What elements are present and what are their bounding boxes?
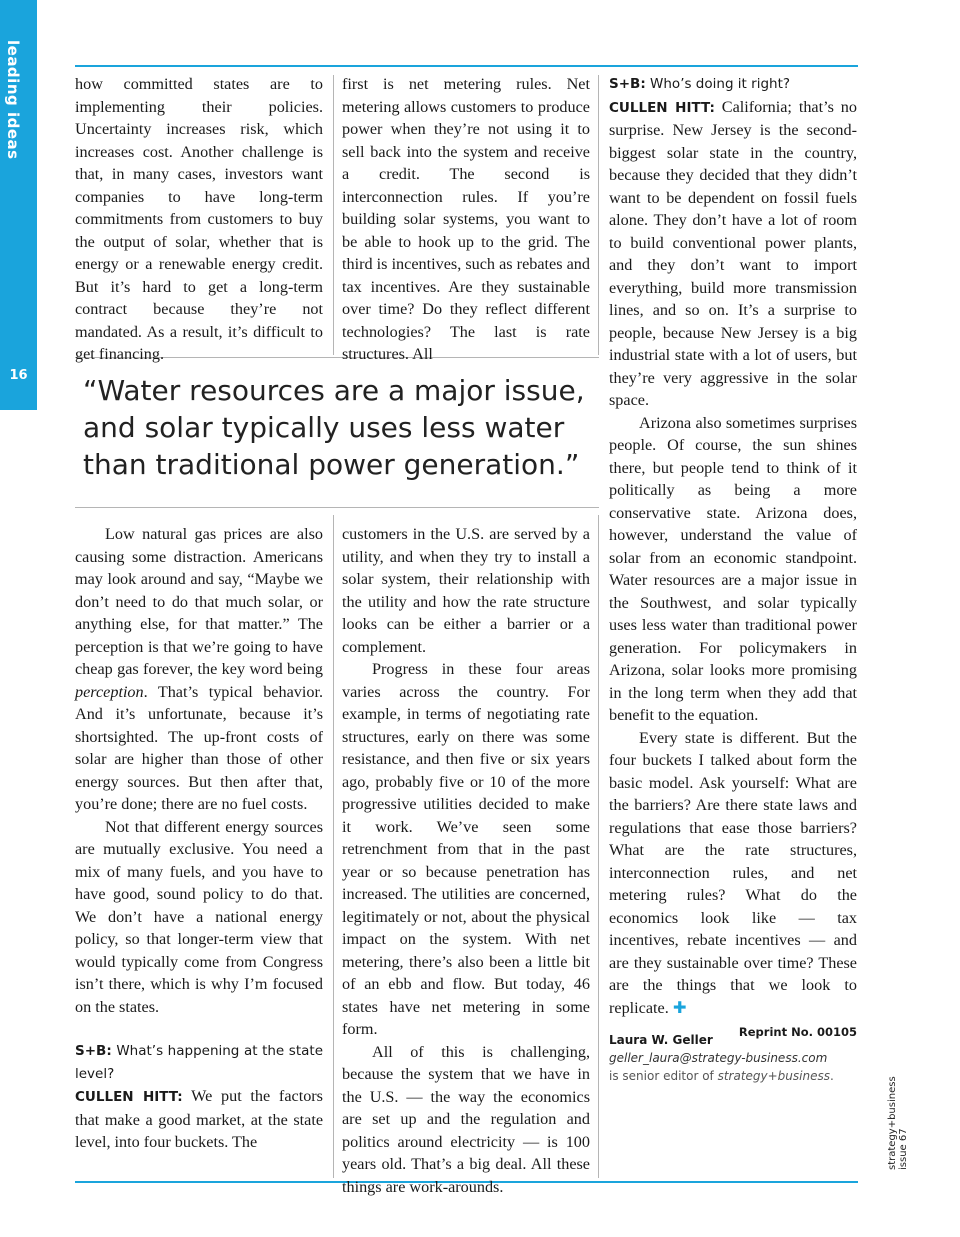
section-label: leading ideas [4, 40, 22, 160]
author-role: is senior editor of strategy+business. [609, 1069, 834, 1083]
pull-quote: “Water resources are a major issue, and solar typically uses less water than traditional power generation.” [83, 374, 585, 481]
column-divider-top-2 [598, 75, 599, 355]
top-rule [75, 65, 858, 67]
paragraph: Every state is different. But the four buckets I talked about form the basic model. Ask yourself: What are the barriers? Are there state laws and regulations that ease those barriers? What are the rate structures, interconnection rules, and net metering rules? What do the economics look like — tax incentives, rebate incentives — and are they sustainable over time? These are the things that we look to replicate. ✚ [609, 728, 857, 1017]
end-mark-icon: ✚ [672, 997, 687, 1017]
paragraph: Not that different energy sources are mutually exclusive. You need a mix of many fuels, and you have to have good, sound policy to do that. We don’t have a national energy policy, so that longer-term view that would typically come from Congress isn’t there, which is why I’m focused on the states. [75, 817, 323, 1016]
column-2-bottom [342, 523, 590, 1198]
answer: CULLEN HITT: We put the factors that make a good market, at the state level, into four buckets. The [75, 1087, 323, 1151]
column-3 [609, 73, 857, 1039]
paragraph: All of this is challenging, because the system that we have in the U.S. — the way the economics are set up and the regulation and politics around electricity — is 100 years old. That’s a big deal. All these things are work-arounds. [342, 1042, 590, 1196]
author-byline [609, 1031, 869, 1085]
column-2-top [342, 73, 590, 366]
quote-bottom-rule [75, 507, 599, 508]
paragraph: customers in the U.S. are served by a utility, and when they try to install a solar system, their relationship with the utility and how the rate structure looks can be either a barrier or a complement. [342, 525, 590, 656]
question: S+B: What’s happening at the state level? [75, 1043, 323, 1082]
section-tab [0, 0, 37, 410]
paragraph: Low natural gas prices are also causing some distraction. Americans may look around and say, “Maybe we don’t need to do that much solar, or anything else, for that matter.” The perception is that we’re going to have cheap gas forever, the key word being perception. That’s typical behavior. And it’s unfortunate, because it’s shortsighted. The up-front costs of solar are higher than those of other energy sources. But then after that, you’re done; there are no fuel costs. [75, 525, 323, 813]
publication-issue: strategy+business issue 67 [887, 1076, 909, 1170]
reprint-number: Reprint No. 00105 [738, 1025, 857, 1039]
author-name: Laura W. Geller [609, 1033, 713, 1047]
column-1-bottom [75, 523, 323, 1154]
page-number: 16 [9, 368, 28, 383]
column-divider-bottom-1 [333, 515, 334, 1178]
paragraph: first is net metering rules. Net metering allows customers to produce power when they’re not using it to sell back into the system and receive a credit. The second is interconnection rules. If you’re building solar systems, you want to be able to hook up to the grid. The third is incentives, such as rebates and tax incentives. Are they sustainable over time? Do they reflect different technologies? The last is rate structures. All [342, 75, 590, 363]
paragraph: Progress in these four areas varies across the country. For example, in terms of negotiating rate structures, early on there was some resistance, and then five or six years ago, probably five or 10 of the more progressive utilities decided to make it work. We’ve seen some retrenchment from that in the past year or so because penetration has increased. The utilities are concerned, legitimately or not, about the physical impact on the system. With net metering, there’s also been a little bit of an ebb and flow. But today, 46 states have net metering in some form. [342, 660, 590, 1038]
emphasis: perception [75, 682, 144, 701]
column-divider-bottom-2 [598, 515, 599, 1178]
answer: CULLEN HITT: California; that’s no surprise. New Jersey is the second-biggest solar state in the country, because they decided that they didn’t want to be dependent on fossil fuels alone. They don’t have a lot of room to build conventional power plants, and they don’t want to import everything, build more transmission lines, and so on. It’s a surprise to people, because New Jersey is a big industrial state with a lot of users, but they’re very aggressive in the solar space. [609, 97, 857, 409]
column-divider-top-1 [333, 75, 334, 355]
question: S+B: Who’s doing it right? [609, 76, 791, 92]
author-email: geller_laura@strategy-business.com [609, 1051, 828, 1065]
paragraph: Arizona also sometimes surprises people. Of course, the sun shines there, but people tend to think of it politically as being a more conservative state. Arizona does, however, understand the value of solar from an economic standpoint. Water resources are a major issue in the Southwest, and solar typically uses less water than traditional power generation. For policymakers in Arizona, solar looks more promising in the long term when they add that benefit to the equation. [609, 413, 857, 724]
column-1-top [75, 73, 323, 366]
paragraph: how committed states are to implementing their policies. Uncertainty increases risk, which increases cost. Another challenge is that, in many cases, investors want companies to have long-term commitments from customers to buy the output of solar, whether that is energy or a renewable energy credit. But it’s hard to get a long-term contract because they’re not mandated. As a result, it’s difficult to get financing. [75, 75, 323, 363]
